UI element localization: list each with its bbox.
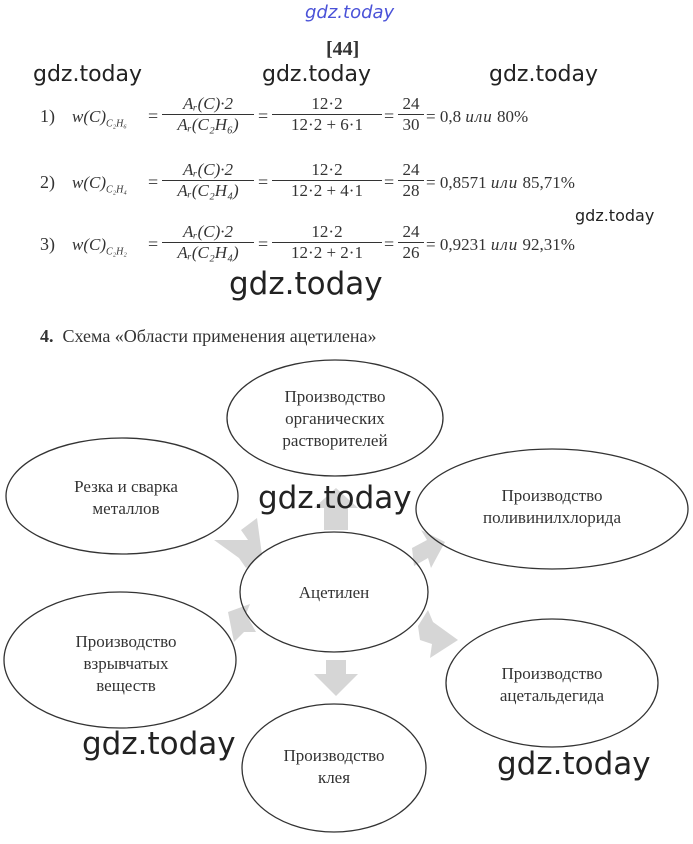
arrow-to-left-bottom [228, 604, 256, 642]
node-right-bottom-ellipse [446, 619, 658, 747]
equals-sign: = [148, 106, 159, 126]
watermark: gdz.today [262, 62, 372, 87]
node-left-bottom-line2: взрывчатых [83, 654, 169, 673]
fraction-atomic-mass: $\frac{\text{Aᵣ(C)·2}}{\text{Aᵣ(C₂H₄)}}$ [162, 222, 254, 263]
watermark: gdz.today [489, 62, 599, 87]
section-number: 4. [40, 326, 54, 346]
node-left-top-ellipse [6, 438, 238, 554]
node-top-line1: Производство [284, 387, 386, 406]
fraction-numeric: $\frac{12\cdot 2}{12\cdot 2 + 2\cdot 1}$ [272, 222, 382, 263]
fraction-result: $\frac{24}{30}$ [398, 94, 424, 135]
arrow-to-right-bottom [418, 610, 458, 658]
mass-fraction-label: $w(C)_{C_2H_4}$ [72, 173, 127, 196]
node-right-bottom-line1: Производство [501, 664, 603, 683]
node-right-bottom-line2: ацетальдегида [499, 686, 605, 705]
result-value: = 0,8 или 80% [426, 107, 529, 126]
fraction-numeric: $\frac{12\cdot 2}{12\cdot 2 + 6\cdot 1}$ [272, 94, 382, 135]
equation-number: 3) [40, 234, 55, 254]
equals-sign: = [258, 234, 269, 254]
mass-fraction-label: $w(C)_{C_2H_2}$ [72, 235, 127, 258]
node-left-top-line2: металлов [92, 499, 160, 518]
node-right-top-line2: поливинилхлорида [482, 508, 622, 527]
node-bottom-line1: Производство [283, 746, 385, 765]
watermark: gdz.today [575, 206, 655, 225]
node-right-top-line1: Производство [501, 486, 603, 505]
equals-sign: = [384, 234, 395, 254]
page-number: [44] [326, 38, 360, 60]
fraction-numeric: $\frac{12\cdot 2}{12\cdot 2 + 4\cdot 1}$ [272, 160, 382, 201]
fraction-atomic-mass: $\frac{\text{Aᵣ(C)·2}}{\text{Aᵣ(C₂H₄)}}$ [162, 160, 254, 201]
fraction-atomic-mass: $\frac{\text{Aᵣ(C)·2}}{\text{Aᵣ(C₂H₆)}}$ [162, 94, 254, 135]
node-top-line3: растворителей [282, 431, 388, 450]
equals-sign: = [258, 106, 269, 126]
fraction-result: $\frac{24}{28}$ [398, 160, 424, 201]
node-left-top-line1: Резка и сварка [74, 477, 178, 496]
result-value: = 0,9231 или 92,31% [426, 235, 575, 254]
equals-sign: = [258, 172, 269, 192]
equals-sign: = [384, 106, 395, 126]
equals-sign: = [384, 172, 395, 192]
center-label: Ацетилен [298, 583, 370, 602]
equation-number: 2) [40, 172, 55, 192]
node-bottom-line2: клея [317, 768, 351, 787]
mass-fraction-label: $w(C)_{C_2H_6}$ [72, 107, 127, 130]
fraction-result: $\frac{24}{26}$ [398, 222, 424, 263]
watermark: gdz.today [258, 480, 412, 516]
equals-sign: = [148, 234, 159, 254]
watermark: gdz.today [229, 266, 383, 302]
watermark: gdz.today [497, 746, 651, 782]
arrow-to-bottom [314, 660, 358, 696]
watermark: gdz.today [82, 726, 236, 762]
node-left-bottom-line1: Производство [75, 632, 177, 651]
result-value: = 0,8571 или 85,71% [426, 173, 575, 192]
equation-number: 1) [40, 106, 55, 126]
watermark: gdz.today [33, 62, 143, 87]
node-left-bottom-line3: веществ [96, 676, 156, 695]
equals-sign: = [148, 172, 159, 192]
section-title: Схема «Области применения ацетилена» [62, 326, 377, 346]
watermark-top: gdz.today [305, 2, 395, 23]
arrow-to-right-top [412, 530, 445, 568]
node-top-line2: органических [285, 409, 385, 428]
